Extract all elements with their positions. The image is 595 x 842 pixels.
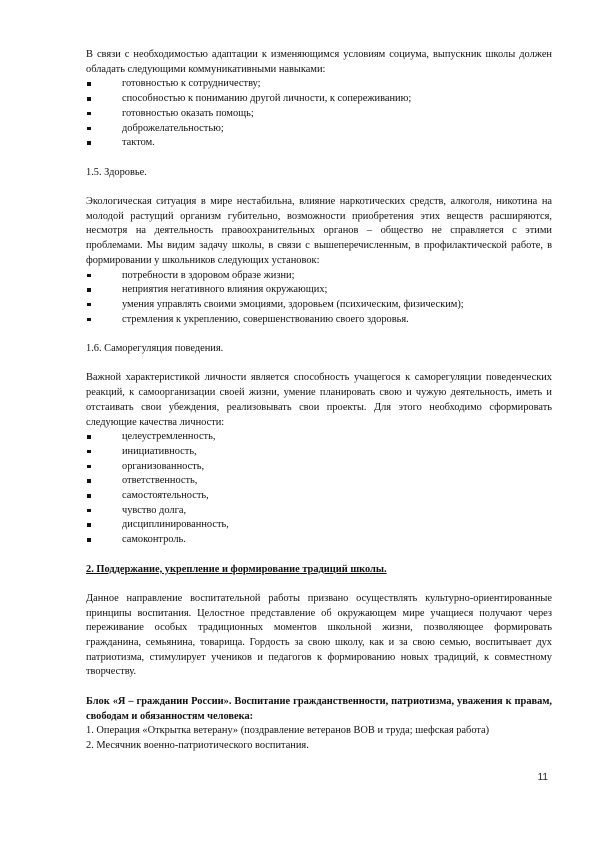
bullet-icon: [87, 538, 91, 542]
list-item: готовностью к сотрудничеству;: [86, 77, 552, 92]
list-item: инициативность,: [86, 445, 552, 460]
bullet-icon: [87, 494, 91, 498]
traditions-paragraph: Данное направление воспитательной работы призвано осуществлять культурно-ориентированные принципы воспитания. Целостное представление об окружающем мире учащиеся получают через переживание особых традиционных моментов школьной жизни, позволяющее формировать гражданина, семьянина, товарища. Гордость за свою школу, как и за свою семью, воспитывает дух патриотизма, стимулирует учеников и педагогов к формированию новых традиций, к совместному творчеству.: [86, 592, 552, 678]
list-item: готовностью оказать помощь;: [86, 107, 552, 122]
list-item: самоконтроль.: [86, 533, 552, 548]
bullet-icon: [87, 112, 91, 116]
list-item: потребности в здоровом образе жизни;: [86, 269, 552, 284]
bullet-icon: [87, 82, 91, 86]
section-heading-self-regulation: 1.6. Саморегуляция поведения.: [86, 343, 224, 355]
document-page: [86, 48, 552, 754]
list-item: самостоятельность,: [86, 489, 552, 504]
bullet-icon: [87, 97, 91, 101]
bullet-icon: [87, 465, 91, 469]
list-item: способностью к пониманию другой личности, к сопереживанию;: [86, 92, 552, 107]
list-item: дисциплинированность,: [86, 518, 552, 533]
block-item: 1. Операция «Открытка ветерану» (поздравление ветеранов ВОВ и труда; шефская работа): [86, 725, 490, 737]
intro-paragraph: В связи с необходимостью адаптации к изменяющимся условиям социума, выпускник школы должен обладать следующими коммуникативными навыками:: [86, 49, 552, 75]
list-item: тактом.: [86, 136, 552, 151]
page-number: 11: [537, 772, 548, 783]
bullet-icon: [87, 127, 91, 131]
qualities-list: [86, 430, 552, 548]
bullet-icon: [87, 523, 91, 527]
list-item: целеустремленность,: [86, 430, 552, 445]
bullet-icon: [87, 303, 91, 307]
self-regulation-paragraph: Важной характеристикой личности является способность учащегося к саморегуляции поведенческих реакций, к самоорганизации своей жизни, умение планировать свою и чужую деятельность, иметь и отстаивать свои убеждения, реализовывать свои проекты. Для этого необходимо сформировать следующие качества личности:: [86, 372, 552, 428]
list-item: умения управлять своими эмоциями, здоровьем (психическим, физическим);: [86, 298, 552, 313]
block-heading-citizen: Блок «Я – гражданин России». Воспитание гражданственности, патриотизма, уважения к правам, свободам и обязанностям человека:: [86, 695, 552, 722]
block-item: 2. Месячник военно-патриотического воспитания.: [86, 739, 309, 751]
bullet-icon: [87, 450, 91, 454]
bullet-icon: [87, 479, 91, 483]
list-item: стремления к укреплению, совершенствованию своего здоровья.: [86, 313, 552, 328]
bullet-icon: [87, 318, 91, 322]
bullet-icon: [87, 141, 91, 145]
bullet-icon: [87, 288, 91, 292]
list-item: чувство долга,: [86, 504, 552, 519]
bullet-icon: [87, 509, 91, 513]
bullet-icon: [87, 435, 91, 439]
section-heading-traditions: 2. Поддержание, укрепление и формирование традиций школы.: [86, 563, 387, 575]
section-heading-health: 1.5. Здоровье.: [86, 166, 147, 178]
communication-skills-list: [86, 77, 552, 151]
list-item: ответственность,: [86, 474, 552, 489]
list-item: неприятия негативного влияния окружающих;: [86, 283, 552, 298]
health-list: [86, 269, 552, 328]
health-paragraph: Экологическая ситуация в мире нестабильна, влияние наркотических средств, алкоголя, никотина на молодой растущий организм губительно, возможности приобретения этих веществ расширяются, несмотря на деятельность правоохранительных органов – общество не справляется с этими проблемами. Мы видим задачу школы, в связи с вышеперечисленным, в профилактической работе, в формировании у школьников следующих установок:: [86, 196, 552, 266]
list-item: организованность,: [86, 460, 552, 475]
bullet-icon: [87, 274, 91, 278]
list-item: доброжелательностью;: [86, 122, 552, 137]
